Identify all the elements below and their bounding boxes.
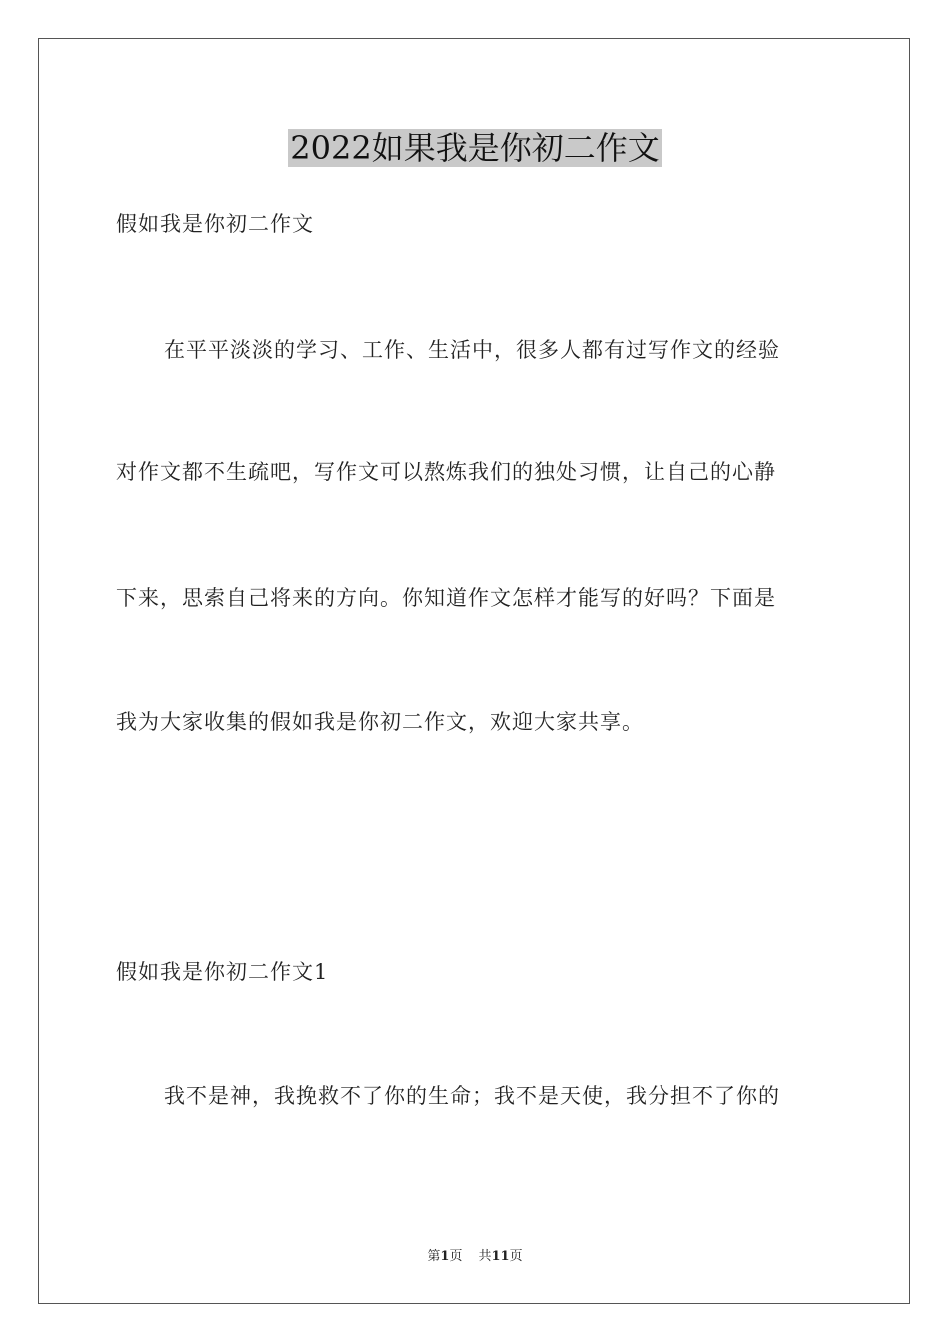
footer-page-unit: 页 — [449, 1249, 463, 1264]
footer-page-prefix: 第 — [427, 1249, 441, 1264]
document-subtitle: 假如我是你初二作文 — [116, 212, 314, 236]
footer-page-total: 11 — [491, 1249, 510, 1264]
section-heading: 假如我是你初二作文1 — [116, 960, 329, 984]
intro-line-2: 对作文都不生疏吧，写作文可以熬炼我们的独处习惯，让自己的心静 — [116, 460, 776, 484]
footer-total-prefix: 共 — [478, 1249, 492, 1264]
page-footer — [0, 1248, 950, 1266]
document-title — [0, 126, 950, 170]
intro-line-4: 我为大家收集的假如我是你初二作文，欢迎大家共享。 — [116, 710, 644, 734]
document-title-text: 2022如果我是你初二作文 — [290, 129, 660, 167]
intro-line-1: 在平平淡淡的学习、工作、生活中，很多人都有过写作文的经验 — [164, 338, 780, 362]
intro-line-3: 下来，思索自己将来的方向。你知道作文怎样才能写的好吗？下面是 — [116, 586, 776, 610]
footer-total-unit: 页 — [509, 1249, 523, 1264]
section-line-1: 我不是神，我挽救不了你的生命；我不是天使，我分担不了你的 — [164, 1084, 780, 1108]
footer-page-current: 1 — [440, 1249, 450, 1264]
